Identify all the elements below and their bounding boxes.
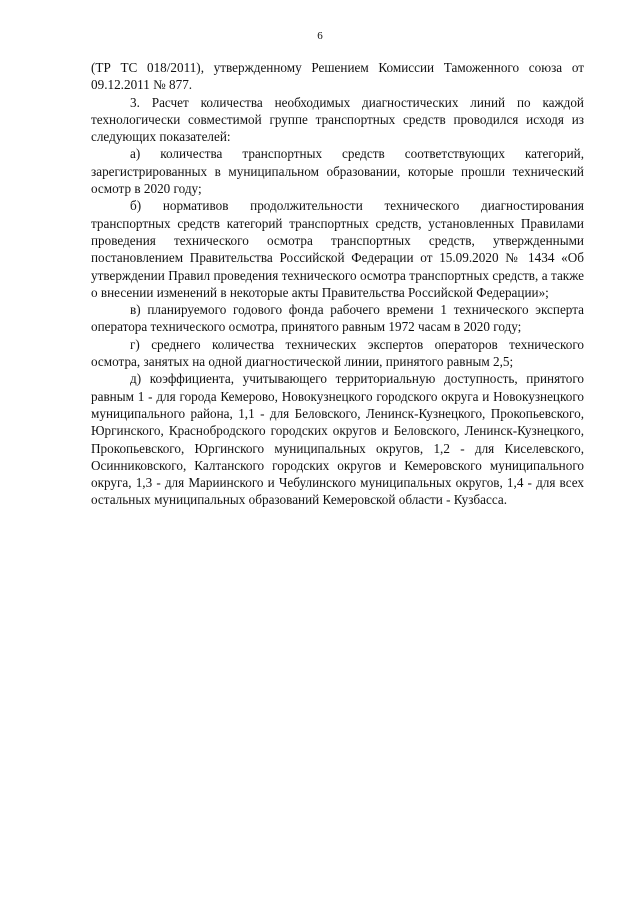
paragraph-item-3: 3. Расчет количества необходимых диагностических линий по каждой технологически совместимой группе транспортных средств проводился исходя из следующих показателей:	[91, 94, 584, 145]
paragraph-subitem-v: в) планируемого годового фонда рабочего времени 1 технического эксперта оператора технического осмотра, принятого равным 1972 часам в 2020 году;	[91, 302, 584, 335]
paragraph-subitem-d: д) коэффициента, учитывающего территориальную доступность, принятого равным 1 - для города Кемерово, Новокузнецкого городского округа и Новокузнецкого муниципального района, 1,1 - для Беловского, Ленинск-Кузнецкого, Прокопьевского, Юргинского, Краснобродского городских округов и Беловского, Ленинск-Кузнецкого, Прокопьевского, Юргинского муниципальных округов, 1,2 - для Киселевского, Осинниковского, Калтанского городских округов и Кемеровского муниципального округа, 1,3 - для Мариинского и Чебулинского муниципальных округов, 1,4 - для всех остальных муниципальных образований Кемеровской области - Кузбасса.	[91, 371, 584, 508]
document-body	[91, 59, 584, 509]
page-number: 6	[317, 30, 323, 42]
paragraph-subitem-b: б) нормативов продолжительности технического диагностирования транспортных средств категорий транспортных средств, установленных Правилами проведения технического осмотра транспортных средств, утвержденными постановлением Правительства Российской Федерации от 15.09.2020 № 1434 «Об утверждении Правил проведения технического осмотра транспортных средств, а также о внесении изменений в некоторые акты Правительства Российской Федерации»;	[91, 198, 584, 300]
paragraph-subitem-a: а) количества транспортных средств соответствующих категорий, зарегистрированных в муниципальном образовании, которые прошли технический осмотр в 2020 году;	[91, 146, 584, 197]
paragraph-subitem-g: г) среднего количества технических экспертов операторов технического осмотра, занятых на одной диагностической линии, принятого равным 2,5;	[91, 336, 584, 370]
paragraph-continuation: (ТР ТС 018/2011), утвержденному Решением Комиссии Таможенного союза от 09.12.2011 № 877.	[91, 60, 584, 93]
